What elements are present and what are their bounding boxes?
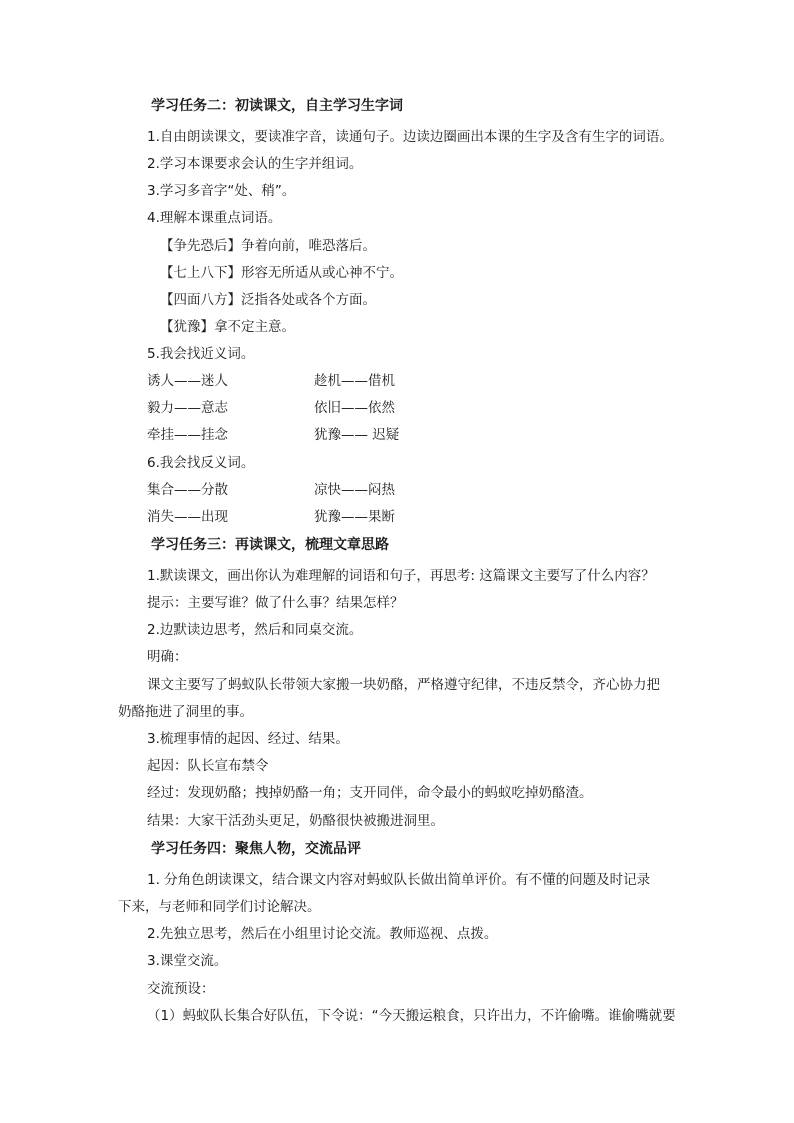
task3-process: 经过：发现奶酪；拽掉奶酪一角；支开同伴，命令最小的蚂蚁吃掉奶酪渣。 xyxy=(147,785,593,801)
task3-summary-line-2: 奶酪拖进了洞里的事。 xyxy=(118,704,253,720)
task2-item-2: 2.学习本课要求会认的生字并组词。 xyxy=(147,156,363,172)
task3-line-3: 3.梳理事情的起因、经过、结果。 xyxy=(147,731,349,747)
synonym-row xyxy=(147,425,647,445)
task4-line-1b: 下来，与老师和同学们讨论解决。 xyxy=(118,899,321,915)
task3-clarify-label: 明确： xyxy=(147,649,188,665)
task3-cause: 起因：队长宣布禁令 xyxy=(147,758,269,774)
definition-2: 【七上八下】形容无所适从或心神不宁。 xyxy=(160,265,403,281)
synonym-pair: 牵挂——挂念 xyxy=(147,427,228,443)
antonyms-title: 6.我会找反义词。 xyxy=(147,455,255,471)
synonym-pair: 趁机——借机 xyxy=(314,373,395,389)
synonym-pair: 依旧——依然 xyxy=(314,400,395,416)
synonym-row xyxy=(147,371,647,391)
antonym-pair: 凉快——闷热 xyxy=(314,482,395,498)
synonym-pair: 犹豫—— 迟疑 xyxy=(314,427,400,443)
definition-4: 【犹豫】拿不定主意。 xyxy=(160,319,295,335)
task3-heading: 学习任务三：再读课文，梳理文章思路 xyxy=(151,537,389,553)
synonym-pair: 毅力——意志 xyxy=(147,400,228,416)
antonym-row xyxy=(147,480,647,500)
antonym-row xyxy=(147,507,647,527)
task3-result: 结果：大家干活劲头更足，奶酪很快被搬进洞里。 xyxy=(147,813,444,829)
task2-item-1: 1.自由朗读课文，要读准字音，读通句子。边读边圈画出本课的生字及含有生字的词语。 xyxy=(147,129,673,145)
task2-item-3: 3.学习多音字“处、稍”。 xyxy=(147,183,296,199)
task4-line-2: 2.先独立思考，然后在小组里讨论交流。教师巡视、点拨。 xyxy=(147,926,498,942)
task4-line-1a: 1. 分角色朗读课文，结合课文内容对蚂蚁队长做出简单评价。有不懂的问题及时记录 xyxy=(147,872,651,888)
task4-heading: 学习任务四：聚焦人物，交流品评 xyxy=(151,841,361,857)
synonym-row xyxy=(147,398,647,418)
task3-line-2: 2.边默读边思考，然后和同桌交流。 xyxy=(147,622,363,638)
task3-summary-line-1: 课文主要写了蚂蚁队长带领大家搬一块奶酪，严格遵守纪律，不违反禁令，齐心协力把 xyxy=(147,677,660,693)
definition-1: 【争先恐后】争着向前，唯恐落后。 xyxy=(160,238,376,254)
task3-hint: 提示：主要写谁？做了什么事？结果怎样？ xyxy=(147,595,404,611)
task3-line-1: 1.默读课文，画出你认为难理解的词语和句子，再思考: 这篇课文主要写了什么内容？ xyxy=(147,568,655,584)
antonym-pair: 消失——出现 xyxy=(147,509,228,525)
task2-item-4: 4.理解本课重点词语。 xyxy=(147,210,282,226)
synonyms-title: 5.我会找近义词。 xyxy=(147,346,255,362)
task4-preset-label: 交流预设： xyxy=(147,981,215,997)
synonym-pair: 诱人——迷人 xyxy=(147,373,228,389)
definition-3: 【四面八方】泛指各处或各个方面。 xyxy=(160,292,376,308)
antonym-pair: 犹豫——果断 xyxy=(314,509,395,525)
task4-preset-1: （1）蚂蚁队长集合好队伍，下令说：“今天搬运粮食，只许出力，不许偷嘴。谁偷嘴就要 xyxy=(147,1008,676,1024)
task4-line-3: 3.课堂交流。 xyxy=(147,953,228,969)
task2-heading: 学习任务二：初读课文，自主学习生字词 xyxy=(151,98,403,114)
antonym-pair: 集合——分散 xyxy=(147,482,228,498)
